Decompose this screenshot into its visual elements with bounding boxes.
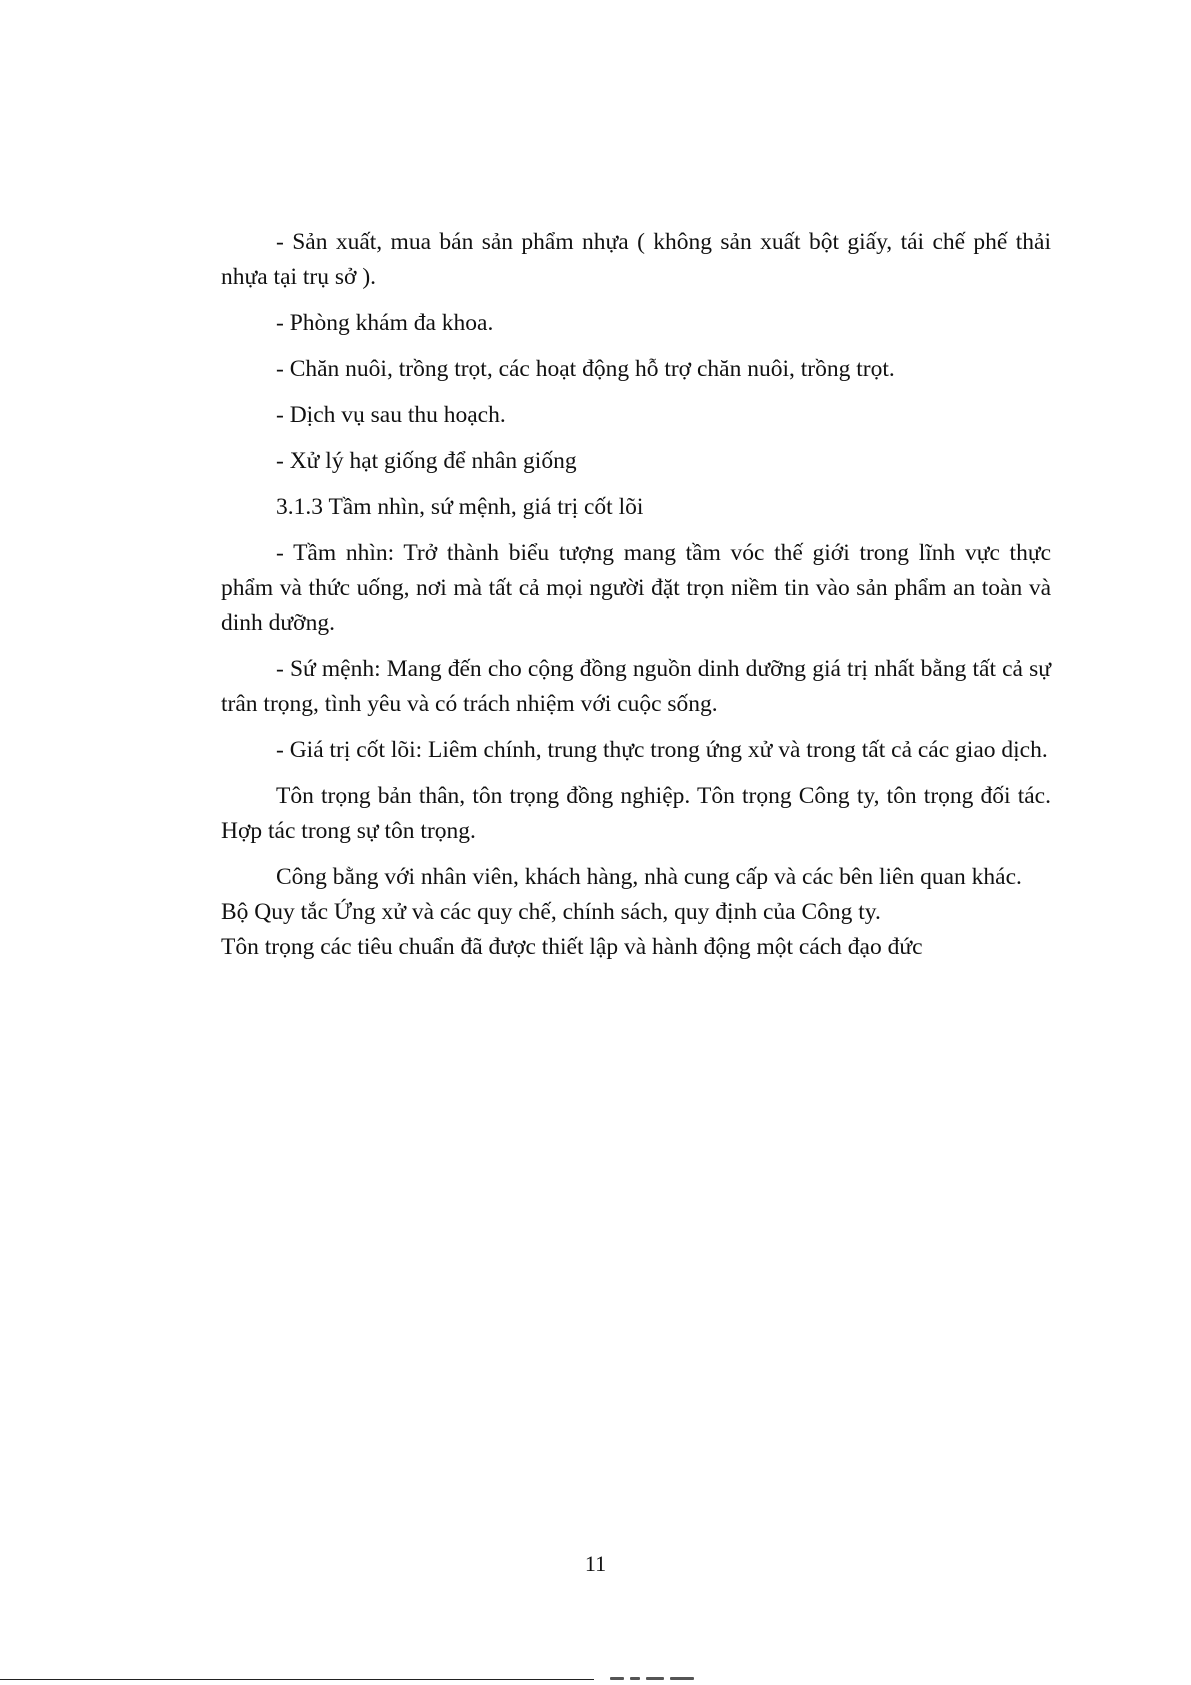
paragraph-vision: - Tầm nhìn: Trở thành biểu tượng mang tầm vóc thế giới trong lĩnh vực thực phẩm và thức uống, nơi mà tất cả mọi người đặt trọn niềm tin vào sản phẩm an toàn và dinh dưỡng.	[221, 540, 1051, 636]
page-number: 11	[584, 1551, 607, 1576]
paragraph-plastic-products: - Sản xuất, mua bán sản phẩm nhựa ( không sản xuất bột giấy, tái chế phế thải nhựa tại trụ sở ).	[221, 229, 1051, 290]
paragraph-code-of-conduct: Bộ Quy tắc Ứng xử và các quy chế, chính sách, quy định của Công ty.	[221, 899, 881, 925]
paragraph-respect: Tôn trọng bản thân, tôn trọng đồng nghiệp. Tôn trọng Công ty, tôn trọng đối tác. Hợp tác trong sự tôn trọng.	[221, 783, 1051, 844]
paragraph-core-values: - Giá trị cốt lõi: Liêm chính, trung thực trong ứng xử và trong tất cả các giao dịch.	[276, 737, 1048, 763]
paragraph-fairness: Công bằng với nhân viên, khách hàng, nhà cung cấp và các bên liên quan khác.	[276, 864, 1022, 890]
paragraph-livestock-crops: - Chăn nuôi, trồng trọt, các hoạt động hỗ trợ chăn nuôi, trồng trọt.	[276, 356, 895, 382]
paragraph-mission: - Sứ mệnh: Mang đến cho cộng đồng nguồn dinh dưỡng giá trị nhất bằng tất cả sự trân trọng, tình yêu và có trách nhiệm với cuộc sống.	[221, 656, 1051, 717]
paragraph-standards: Tôn trọng các tiêu chuẩn đã được thiết lập và hành động một cách đạo đức	[221, 934, 923, 960]
paragraph-post-harvest: - Dịch vụ sau thu hoạch.	[276, 402, 506, 428]
footer-divider	[0, 1679, 594, 1680]
section-heading-vision-mission: 3.1.3 Tầm nhìn, sứ mệnh, giá trị cốt lõi	[276, 494, 644, 520]
paragraph-polyclinic: - Phòng khám đa khoa.	[276, 310, 494, 336]
document-body	[221, 225, 1051, 965]
footer-scan-artifact	[600, 1676, 720, 1681]
paragraph-seed-processing: - Xử lý hạt giống để nhân giống	[276, 448, 577, 474]
